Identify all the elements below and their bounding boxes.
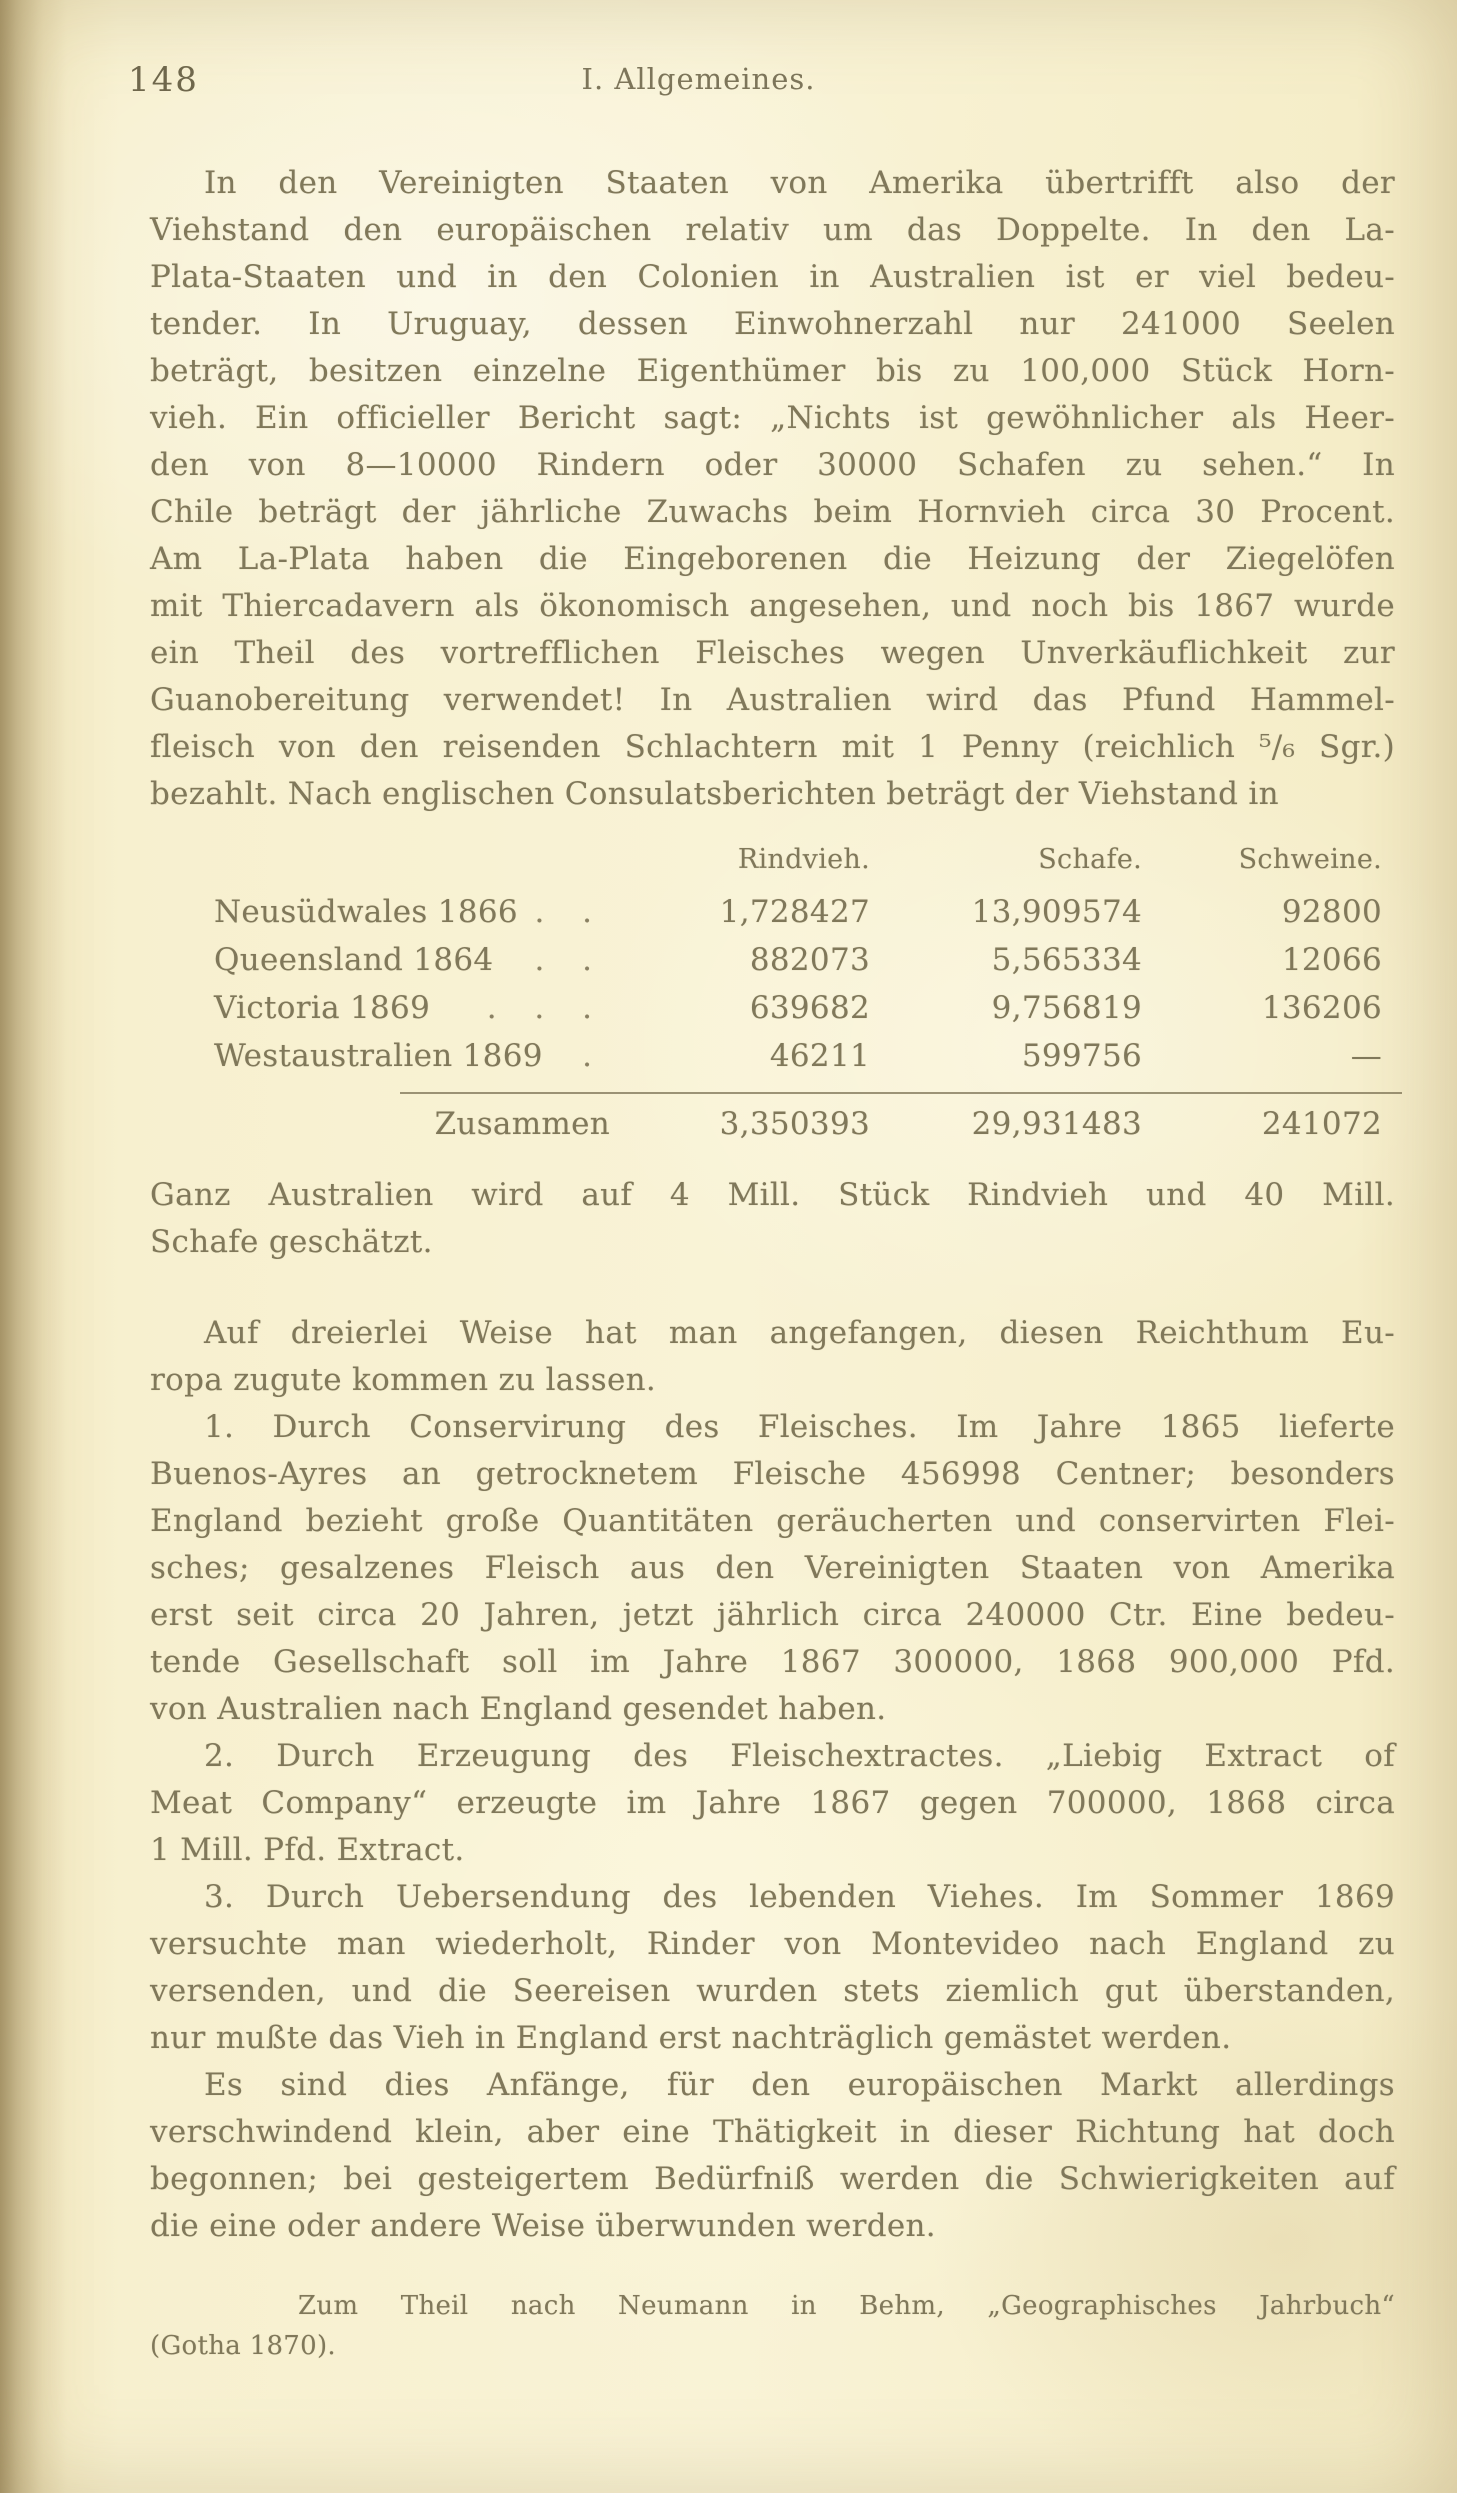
table-total-row [150,1100,1395,1148]
after-table-paragraphs [150,1172,1395,2250]
table-row [150,1032,1395,1080]
intro-paragraphs [150,160,1395,818]
total-schafe: 29,931483 [971,1106,1142,1142]
colony-name: Westaustralien 1869 [214,1038,543,1074]
text-line: Es sind dies Anfänge, für den europäischen Markt allerdings [204,2067,1395,2103]
leader-dots: . . [534,894,606,930]
paragraph [150,1733,1395,1874]
table-cell: 639682 [749,990,870,1026]
text-line: fleisch von den reisenden Schlachtern mit 1 Penny (reichlich ⁵/₆ Sgr.) [150,729,1395,765]
total-schweine: 241072 [1261,1106,1382,1142]
text-line: verschwindend klein, aber eine Thätigkeit in dieser Richtung hat doch [150,2114,1395,2150]
text-line: 1 Mill. Pfd. Extract. [150,1832,465,1868]
table-cell: 13,909574 [971,894,1142,930]
text-line: ein Theil des vortrefflichen Fleisches wegen Unverkäuflichkeit zur [150,635,1395,671]
text-line: In den Vereinigten Staaten von Amerika übertrifft also der [204,165,1395,201]
table-cell: 92800 [1281,894,1382,930]
text-line: begonnen; bei gesteigertem Bedürfniß werden die Schwierigkeiten auf [150,2161,1395,2197]
text-line: sches; gesalzenes Fleisch aus den Vereinigten Staaten von Amerika [150,1550,1395,1586]
text-line: versuchte man wiederholt, Rinder von Montevideo nach England zu [150,1926,1395,1962]
text-line: Meat Company“ erzeugte im Jahre 1867 gegen 700000, 1868 circa [150,1785,1395,1821]
row-label [150,936,620,984]
text-line: die eine oder andere Weise überwunden werden. [150,2208,936,2244]
table-sum-rule [400,1092,1402,1094]
text-line: tender. In Uruguay, dessen Einwohnerzahl nur 241000 Seelen [150,306,1395,342]
page-number: 148 [128,60,199,100]
text-line: Am La-Plata haben die Eingeborenen die Heizung der Ziegelöfen [150,541,1395,577]
text-line: Zum Theil nach Neumann in Behm, „Geographisches Jahrbuch“ [298,2291,1395,2321]
total-rindvieh: 3,350393 [719,1106,870,1142]
text-line: Plata-Staaten und in den Colonien in Australien ist er viel bedeu- [150,259,1395,295]
row-label [150,984,620,1032]
table-cell: 12066 [1281,942,1382,978]
leader-dots: . . . [486,990,606,1026]
page-header [0,0,1457,104]
paragraph [150,1172,1395,1266]
text-line: Viehstand den europäischen relativ um das Doppelte. In den La- [150,212,1395,248]
text-line: 2. Durch Erzeugung des Fleischextractes. „Liebig Extract of [204,1738,1395,1774]
table-header-row [150,836,1395,884]
total-label: Zusammen [434,1106,610,1142]
text-line: tende Gesellschaft soll im Jahre 1867 300000, 1868 900,000 Pfd. [150,1644,1395,1680]
paragraph [150,1874,1395,2062]
row-label [150,1032,620,1080]
colony-name: Queensland 1864 [214,942,494,978]
leader-dots: . [582,1038,606,1074]
colony-name: Victoria 1869 [214,990,431,1026]
page-body [150,160,1395,2366]
text-line: vieh. Ein officieller Bericht sagt: „Nichts ist gewöhnlicher als Heer- [150,400,1395,436]
table-row [150,936,1395,984]
livestock-table [150,836,1395,1148]
table-cell: 136206 [1261,990,1382,1026]
footnote [150,2286,1395,2366]
text-line: Buenos-Ayres an getrocknetem Fleische 456998 Centner; besonders [150,1456,1395,1492]
paragraph [150,2062,1395,2250]
colony-name: Neusüdwales 1866 [214,894,518,930]
text-line: England bezieht große Quantitäten geräucherten und conservirten Flei- [150,1503,1395,1539]
table-row [150,984,1395,1032]
chapter-title: I. Allgemeines. [581,62,816,96]
table-cell: 1,728427 [719,894,870,930]
leader-dots: . . [534,942,606,978]
text-line: Schafe geschätzt. [150,1224,433,1260]
paragraph [150,1310,1395,1404]
table-cell: — [1350,1038,1382,1074]
text-line: nur mußte das Vieh in England erst nachträglich gemästet werden. [150,2020,1232,2056]
text-line: bezahlt. Nach englischen Consulatsberichten beträgt der Viehstand in [150,776,1279,812]
text-line: Ganz Australien wird auf 4 Mill. Stück Rindvieh und 40 Mill. [150,1177,1395,1213]
text-line: Auf dreierlei Weise hat man angefangen, diesen Reichthum Eu- [204,1315,1395,1351]
text-line: versenden, und die Seereisen wurden stets ziemlich gut überstanden, [150,1973,1395,2009]
text-line: (Gotha 1870). [150,2331,337,2361]
text-line: 1. Durch Conservirung des Fleisches. Im Jahre 1865 lieferte [204,1409,1395,1445]
column-header-schweine: Schweine. [1238,844,1382,875]
column-header-schafe: Schafe. [1038,844,1142,875]
table-corner-cell [150,836,620,884]
text-line: ropa zugute kommen zu lassen. [150,1362,657,1398]
text-line: von Australien nach England gesendet haben. [150,1691,887,1727]
text-line: Guanobereitung verwendet! In Australien wird das Pfund Hammel- [150,682,1395,718]
table-row [150,888,1395,936]
table-cell: 599756 [1021,1038,1142,1074]
column-header-rindvieh: Rindvieh. [737,844,870,875]
table-cell: 882073 [749,942,870,978]
page-left-edge-shadow [0,0,66,2493]
text-line: beträgt, besitzen einzelne Eigenthümer bis zu 100,000 Stück Horn- [150,353,1395,389]
row-label [150,888,620,936]
paragraph [150,160,1395,818]
table-cell: 9,756819 [991,990,1142,1026]
text-line: erst seit circa 20 Jahren, jetzt jährlich circa 240000 Ctr. Eine bedeu- [150,1597,1395,1633]
table-cell: 46211 [769,1038,870,1074]
text-line: Chile beträgt der jährliche Zuwachs beim Hornvieh circa 30 Procent. [150,494,1395,530]
text-line: 3. Durch Uebersendung des lebenden Viehes. Im Sommer 1869 [204,1879,1395,1915]
table-cell: 5,565334 [991,942,1142,978]
paragraph [150,1404,1395,1733]
table-body [150,888,1395,1080]
paragraph [150,2286,1395,2366]
text-line: den von 8—10000 Rindern oder 30000 Schafen zu sehen.“ In [150,447,1395,483]
text-line: mit Thiercadavern als ökonomisch angesehen, und noch bis 1867 wurde [150,588,1395,624]
